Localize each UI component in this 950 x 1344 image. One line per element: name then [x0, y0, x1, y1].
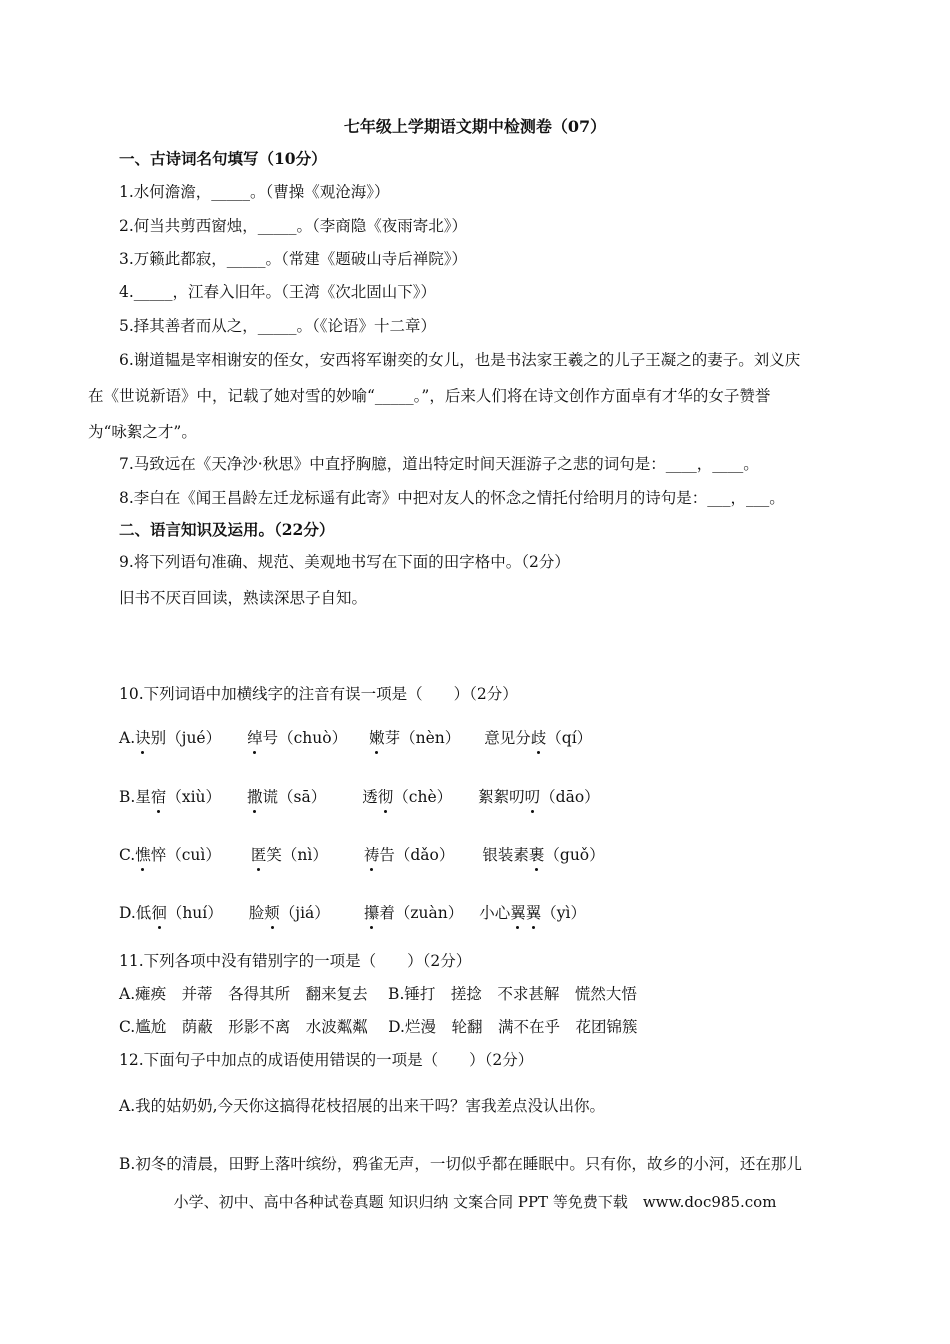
question-12: 12.下面句子中加点的成语使用错误的一项是（ ）（2分）	[119, 1051, 534, 1069]
question-2: 2.何当共剪西窗烛，_____。（李商隐《夜雨寄北》）	[119, 217, 468, 235]
page-title: 七年级上学期语文期中检测卷（07）	[343, 117, 607, 136]
question-9-text: 旧书不厌百回读，熟读深思子自知。	[119, 589, 368, 607]
question-3: 3.万籁此都寂，_____。（常建《题破山寺后禅院》）	[119, 250, 468, 268]
question-11: 11.下列各项中没有错别字的一项是（ ）（2分）	[119, 952, 472, 970]
question-5: 5.择其善者而从之，_____。（《论语》十二章）	[119, 317, 437, 335]
question-1: 1.水何澹澹，_____。（曹操《观沧海》）	[119, 183, 390, 201]
q10-option-b: B.星宿（xiù） 撒谎（sā） 透彻（chè） 絮絮叨叨（dāo）	[119, 788, 600, 806]
q12-option-a: A.我的姑奶奶,今天你这搞得花枝招展的出来干吗？害我差点没认出你。	[119, 1097, 606, 1115]
question-6-line-2: 在《世说新语》中，记载了她对雪的妙喻“_____。”，后来人们将在诗文创作方面卓有才华的女子赞誉	[88, 387, 771, 405]
question-8: 8.李白在《闻王昌龄左迁龙标遥有此寄》中把对友人的怀念之情托付给明月的诗句是：___，___。	[119, 489, 785, 507]
q10-option-c: C.憔悴（cuì） 匿笑（nì） 祷告（dǎo） 银装素裹（guǒ）	[119, 846, 605, 864]
q11-options-row-1: A.瘫痪 并蒂 各得其所 翻来复去 B.锤打 搓捻 不求甚解 慌然大悟	[119, 985, 637, 1003]
q10-option-a: A.诀别（jué） 绰号（chuò） 嫩芽（nèn） 意见分歧（qí）	[119, 729, 593, 747]
q10-option-d: D.低徊（huí） 脸颊（jiá） 攥着（zuàn） 小心翼翼（yì）	[119, 904, 586, 922]
section-heading-2: 二、语言知识及运用。（22分）	[119, 520, 335, 539]
q12-option-b: B.初冬的清晨，田野上落叶缤纷，鸦雀无声，一切似乎都在睡眠中。只有你，故乡的小河，还在那儿	[119, 1155, 802, 1173]
question-6-line-3: 为“咏絮之才”。	[88, 423, 197, 441]
q11-options-row-2: C.尴尬 荫蔽 形影不离 水波粼粼 D.烂漫 轮翻 满不在乎 花团锦簇	[119, 1018, 638, 1036]
question-7: 7.马致远在《天净沙·秋思》中直抒胸臆，道出特定时间天涯游子之悲的词句是：____，____。	[119, 455, 759, 473]
question-6-line-1: 6.谢道韫是宰相谢安的侄女，安西将军谢奕的女儿，也是书法家王羲之的儿子王凝之的妻子。刘义庆	[119, 351, 801, 369]
question-4: 4._____，江春入旧年。（王湾《次北固山下》）	[119, 283, 437, 301]
section-heading-1: 一、古诗词名句填写（10分）	[119, 149, 327, 168]
question-10: 10.下列词语中加横线字的注音有误一项是（ ）（2分）	[119, 685, 518, 703]
question-9: 9.将下列语句准确、规范、美观地书写在下面的田字格中。（2分）	[119, 553, 570, 571]
page-footer: 小学、初中、高中各种试卷真题 知识归纳 文案合同 PPT 等免费下载 www.doc985.com	[173, 1193, 777, 1211]
